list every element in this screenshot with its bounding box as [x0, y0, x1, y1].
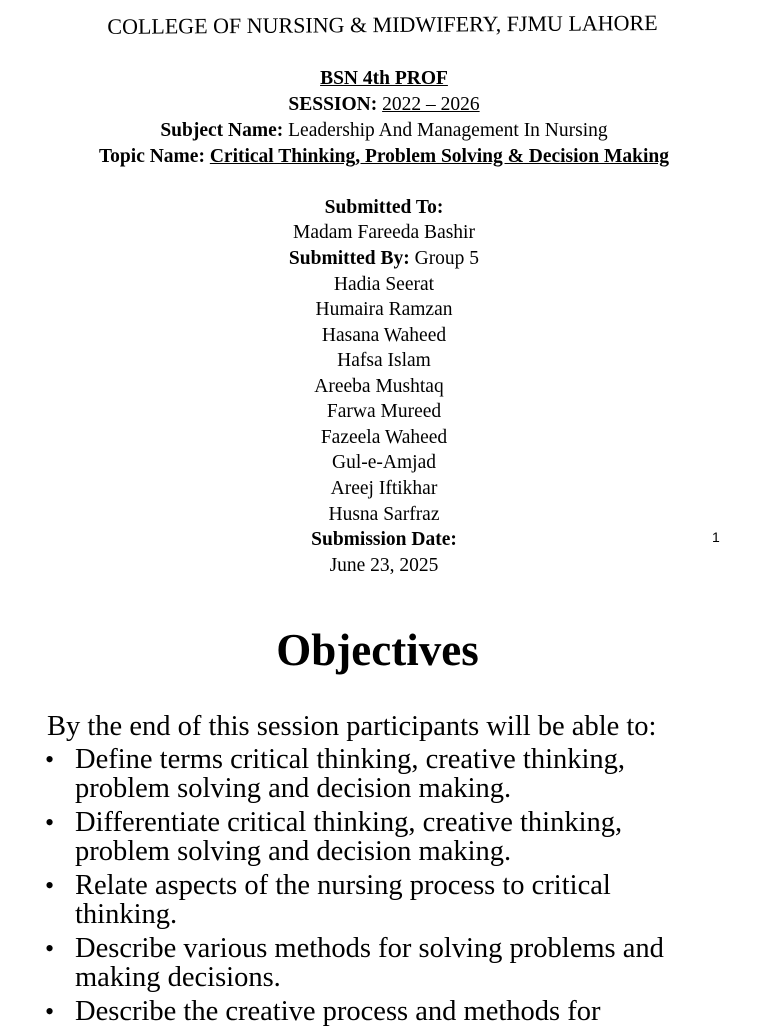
objective-text: Relate aspects of the nursing process to critical thinking.: [75, 870, 611, 930]
bullet-icon: •: [45, 997, 55, 1026]
member-name: Gul-e-Amjad: [332, 452, 436, 473]
submitted-to-name: Madam Fareeda Bashir: [293, 222, 475, 243]
topic-value: Critical Thinking, Problem Solving & Decision Making: [209, 146, 670, 167]
objectives-list: [0, 745, 768, 1031]
list-item: [0, 745, 695, 803]
submitted-by-line: [0, 247, 768, 271]
bullet-icon: •: [45, 745, 55, 774]
objective-text: Differentiate critical thinking, creative thinking, problem solving and decision making.: [75, 807, 623, 867]
objective-text: Describe various methods for solving problems and making decisions.: [75, 933, 664, 993]
objectives-title: Objectives: [276, 625, 479, 675]
list-item: [0, 871, 695, 929]
submitted-by-label: Submitted By:: [288, 248, 410, 269]
college-name: COLLEGE OF NURSING & MIDWIFERY, FJMU LAHORE: [107, 10, 658, 39]
objective-text: Describe the creative process and methods for: [75, 996, 601, 1027]
page-number: 1: [712, 529, 720, 545]
member-name: Areeba Mushtaq: [314, 376, 444, 397]
member-name: Husna Sarfraz: [328, 504, 440, 525]
subject-line: [0, 119, 768, 143]
member-name: Humaira Ramzan: [315, 299, 453, 320]
bullet-icon: •: [45, 808, 55, 837]
member-name: Hasana Waheed: [321, 325, 447, 346]
bullet-icon: •: [45, 871, 55, 900]
session-line: [0, 93, 768, 117]
topic-label: Topic Name:: [98, 146, 205, 167]
objective-text: Define terms critical thinking, creative thinking, problem solving and decision making.: [75, 744, 626, 804]
topic-line: [0, 145, 768, 169]
submitted-to-label: Submitted To:: [324, 197, 444, 218]
subject-value: Leadership And Management In Nursing: [288, 120, 608, 141]
list-item: [0, 934, 695, 992]
objectives-intro: By the end of this session participants will be able to:: [47, 711, 657, 742]
subject-label: Subject Name:: [160, 120, 284, 141]
member-name: Farwa Mureed: [326, 401, 442, 422]
list-item: [0, 997, 695, 1026]
session-value: 2022 – 2026: [382, 94, 480, 115]
session-label: SESSION:: [288, 94, 378, 115]
submitted-by-group: Group 5: [414, 248, 480, 269]
member-name: Hafsa Islam: [337, 350, 431, 371]
program-title: BSN 4th PROF: [320, 68, 448, 89]
list-item: [0, 808, 695, 866]
member-name: Areej Iftikhar: [330, 478, 438, 499]
submission-date-value: June 23, 2025: [329, 555, 439, 576]
member-name: Hadia Seerat: [333, 274, 435, 295]
bullet-icon: •: [45, 934, 55, 963]
submission-date-label: Submission Date:: [311, 529, 457, 550]
member-name: Fazeela Waheed: [320, 427, 448, 448]
